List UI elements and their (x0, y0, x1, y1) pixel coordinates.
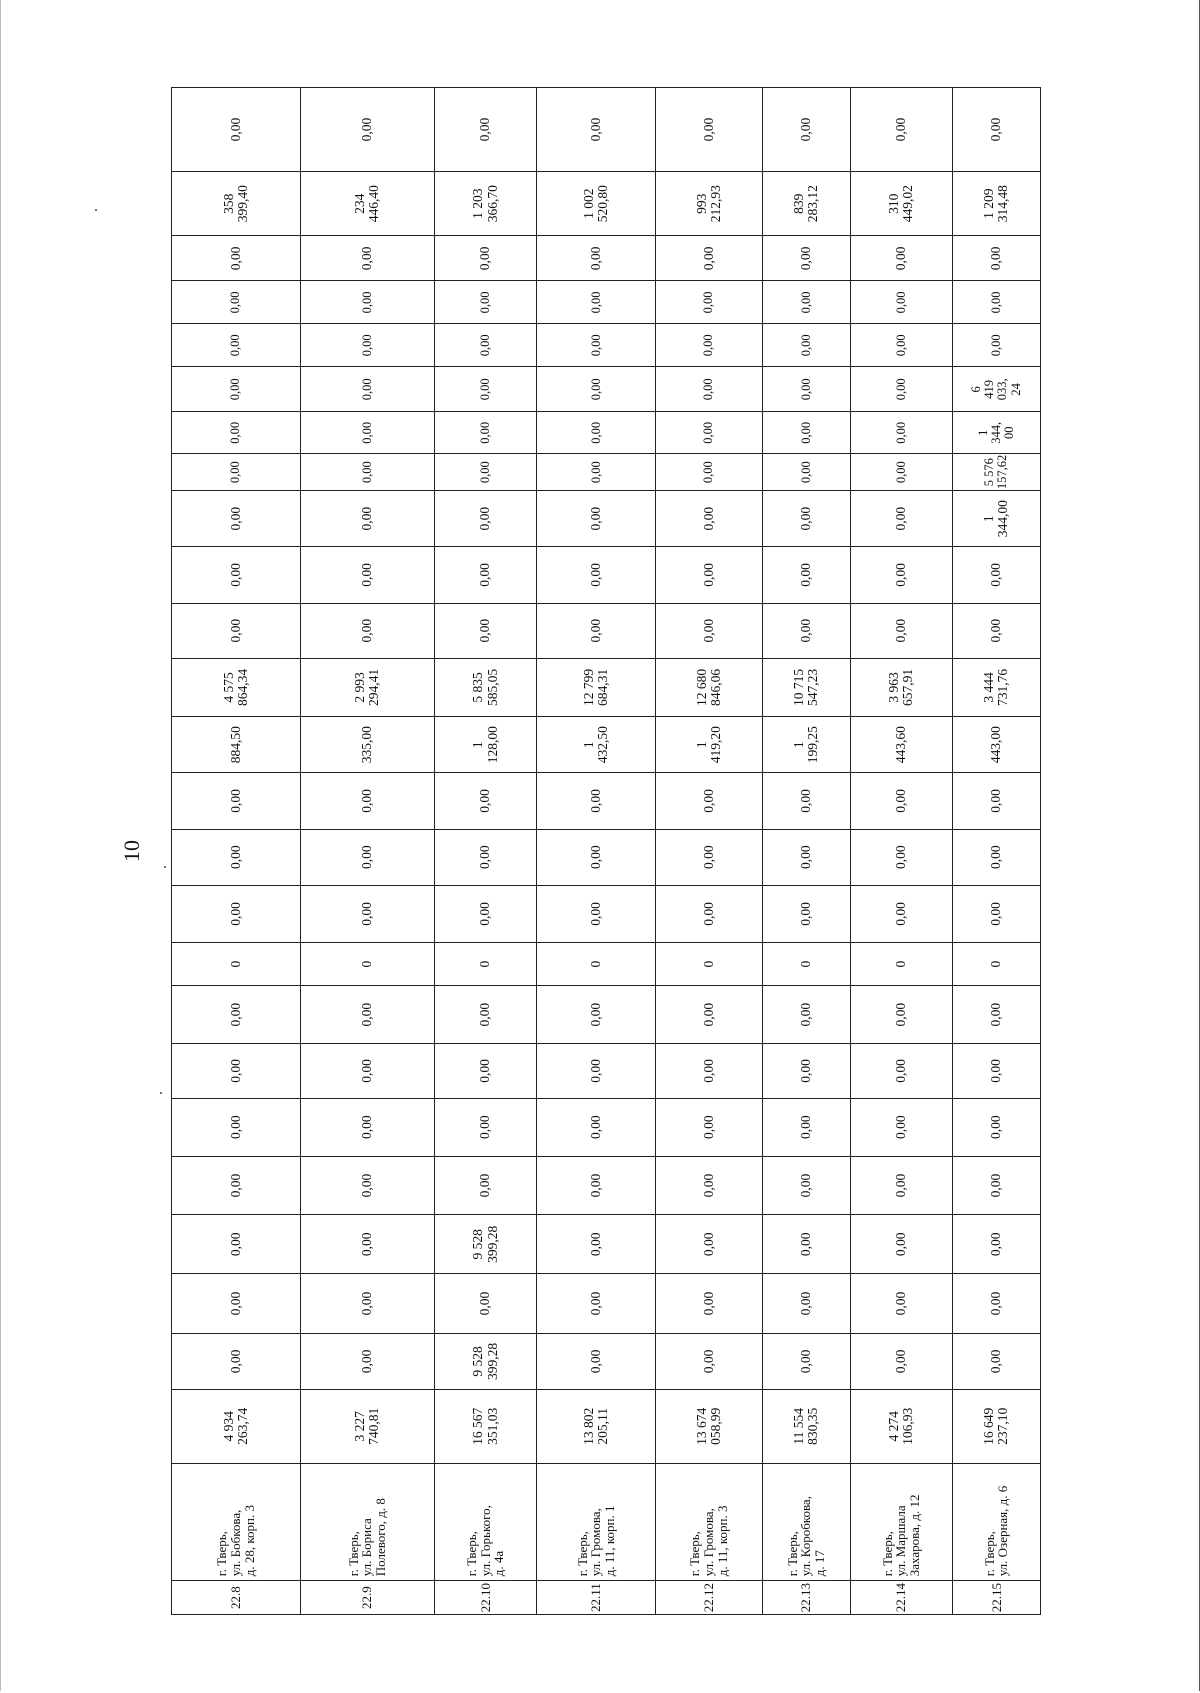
value-cell: 1 199,25 (762, 717, 850, 773)
value-cell: 0,00 (300, 603, 434, 658)
value-cell: 13 802 205,11 (537, 1390, 656, 1464)
value-cell: 0,00 (434, 281, 536, 324)
rotated-table-wrapper (171, 87, 1041, 1615)
value-cell: 0,00 (172, 773, 301, 829)
value-cell: 0,00 (300, 491, 434, 547)
table-row (172, 88, 301, 1615)
value-cell: 0,00 (172, 885, 301, 942)
value-cell: 0,00 (434, 547, 536, 603)
row-number: 22.9 (300, 1581, 434, 1615)
value-cell: 0,00 (952, 1098, 1040, 1156)
value-cell: 0,00 (434, 88, 536, 172)
value-cell: 0 (172, 943, 301, 986)
value-cell: 0,00 (537, 1274, 656, 1333)
value-cell: 0,00 (172, 1044, 301, 1098)
value-cell: 6 419 033, 24 (952, 367, 1040, 412)
value-cell: 0,00 (434, 603, 536, 658)
report-table-frame (171, 87, 1041, 1615)
value-cell: 0,00 (952, 773, 1040, 829)
value-cell: 0,00 (537, 1098, 656, 1156)
value-cell: 0,00 (762, 986, 850, 1044)
value-cell: 0,00 (850, 829, 952, 885)
value-cell: 0,00 (172, 412, 301, 454)
value-cell: 0,00 (434, 324, 536, 367)
value-cell: 0,00 (762, 324, 850, 367)
value-cell: 3 963 657,91 (850, 658, 952, 716)
value-cell: 0,00 (762, 367, 850, 412)
row-number: 22.14 (850, 1581, 952, 1615)
value-cell: 0,00 (952, 88, 1040, 172)
value-cell: 0,00 (762, 547, 850, 603)
value-cell: 0,00 (434, 1274, 536, 1333)
value-cell: 0,00 (655, 829, 762, 885)
value-cell: 0 (850, 943, 952, 986)
value-cell: 1 344, 00 (952, 412, 1040, 454)
value-cell: 0,00 (655, 281, 762, 324)
value-cell: 0,00 (762, 281, 850, 324)
value-cell: 0,00 (850, 454, 952, 491)
value-cell: 0,00 (434, 491, 536, 547)
value-cell: 0,00 (850, 324, 952, 367)
value-cell: 0,00 (537, 88, 656, 172)
value-cell: 0,00 (300, 829, 434, 885)
value-cell: 0,00 (172, 1333, 301, 1389)
table-row (537, 88, 656, 1615)
value-cell: 4 934 263,74 (172, 1390, 301, 1464)
value-cell: 0,00 (300, 1274, 434, 1333)
value-cell: 0,00 (655, 1044, 762, 1098)
value-cell: 0,00 (655, 324, 762, 367)
row-number: 22.10 (434, 1581, 536, 1615)
value-cell: 0,00 (434, 367, 536, 412)
row-number: 22.8 (172, 1581, 301, 1615)
row-number: 22.13 (762, 1581, 850, 1615)
table-row (762, 88, 850, 1615)
value-cell: 0,00 (537, 986, 656, 1044)
value-cell: 1 432,50 (537, 717, 656, 773)
value-cell: 0,00 (172, 603, 301, 658)
page-number: 10 (119, 840, 144, 862)
value-cell: 9 528 399,28 (434, 1333, 536, 1389)
table-row (952, 88, 1040, 1615)
value-cell: 0,00 (537, 1044, 656, 1098)
value-cell: 0,00 (537, 773, 656, 829)
value-cell: 5 835 585,05 (434, 658, 536, 716)
value-cell: 0,00 (434, 885, 536, 942)
report-table (171, 87, 1041, 1615)
value-cell: 0,00 (300, 236, 434, 281)
value-cell: 443,60 (850, 717, 952, 773)
value-cell: 0,00 (655, 547, 762, 603)
value-cell: 0,00 (655, 412, 762, 454)
value-cell: 0 (434, 943, 536, 986)
value-cell: 0 (300, 943, 434, 986)
value-cell: 0,00 (300, 885, 434, 942)
value-cell: 0,00 (952, 603, 1040, 658)
value-cell: 0,00 (300, 1044, 434, 1098)
address-cell: г. Тверь, ул. Громова, д. 11, корп. 3 (655, 1463, 762, 1581)
value-cell: 0,00 (952, 1274, 1040, 1333)
value-cell: 16 567 351,03 (434, 1390, 536, 1464)
value-cell: 0,00 (762, 603, 850, 658)
value-cell: 0,00 (655, 603, 762, 658)
value-cell: 1 203 366,70 (434, 172, 536, 236)
value-cell: 0,00 (762, 236, 850, 281)
value-cell: 0,00 (655, 1215, 762, 1274)
value-cell: 0,00 (537, 491, 656, 547)
table-row (655, 88, 762, 1615)
value-cell: 839 283,12 (762, 172, 850, 236)
value-cell: 3 444 731,76 (952, 658, 1040, 716)
value-cell: 0,00 (300, 547, 434, 603)
value-cell: 0,00 (172, 367, 301, 412)
value-cell: 0,00 (537, 412, 656, 454)
value-cell: 0,00 (537, 1215, 656, 1274)
value-cell: 0,00 (300, 773, 434, 829)
value-cell: 3 227 740,81 (300, 1390, 434, 1464)
value-cell: 0,00 (434, 986, 536, 1044)
value-cell: 0,00 (537, 547, 656, 603)
value-cell: 0,00 (172, 1098, 301, 1156)
address-cell: г. Тверь, ул. Горького, д. 4а (434, 1463, 536, 1581)
value-cell: 358 399,40 (172, 172, 301, 236)
value-cell: 1 419,20 (655, 717, 762, 773)
value-cell: 0,00 (762, 1333, 850, 1389)
value-cell: 13 674 058,99 (655, 1390, 762, 1464)
value-cell: 0,00 (537, 603, 656, 658)
value-cell: 1 209 314,48 (952, 172, 1040, 236)
value-cell: 0,00 (655, 1274, 762, 1333)
value-cell: 1 344,00 (952, 491, 1040, 547)
value-cell: 0,00 (850, 603, 952, 658)
address-cell: г. Тверь, ул. Озерная, д. 6 (952, 1463, 1040, 1581)
value-cell: 0,00 (762, 773, 850, 829)
value-cell: 0,00 (300, 1156, 434, 1214)
value-cell: 0,00 (952, 236, 1040, 281)
value-cell: 0,00 (655, 885, 762, 942)
value-cell: 1 128,00 (434, 717, 536, 773)
value-cell: 0,00 (850, 1156, 952, 1214)
value-cell: 0,00 (952, 829, 1040, 885)
value-cell: 2 993 294,41 (300, 658, 434, 716)
value-cell: 1 002 520,80 (537, 172, 656, 236)
value-cell: 0,00 (762, 1098, 850, 1156)
value-cell: 0,00 (434, 829, 536, 885)
value-cell: 0,00 (537, 885, 656, 942)
value-cell: 0,00 (952, 1215, 1040, 1274)
value-cell: 0,00 (172, 454, 301, 491)
address-cell: г. Тверь, ул. Маршала Захарова, д. 12 (850, 1463, 952, 1581)
value-cell: 234 446,40 (300, 172, 434, 236)
value-cell: 0,00 (172, 88, 301, 172)
value-cell: 0,00 (537, 829, 656, 885)
value-cell: 0,00 (434, 1044, 536, 1098)
value-cell: 0,00 (762, 454, 850, 491)
value-cell: 0,00 (172, 829, 301, 885)
value-cell: 0,00 (300, 324, 434, 367)
value-cell: 0,00 (172, 547, 301, 603)
value-cell: 0,00 (537, 236, 656, 281)
value-cell: 0 (762, 943, 850, 986)
address-cell: г. Тверь, ул. Бориса Полевого, д. 8 (300, 1463, 434, 1581)
value-cell: 0,00 (434, 412, 536, 454)
value-cell: 0,00 (434, 236, 536, 281)
value-cell: 0,00 (850, 1333, 952, 1389)
value-cell: 4 575 864,34 (172, 658, 301, 716)
value-cell: 0,00 (762, 412, 850, 454)
value-cell: 0,00 (300, 281, 434, 324)
address-cell: г. Тверь, ул. Коробкова, д. 17 (762, 1463, 850, 1581)
value-cell: 0,00 (850, 236, 952, 281)
value-cell: 12 680 846,06 (655, 658, 762, 716)
value-cell: 0,00 (172, 986, 301, 1044)
value-cell: 0,00 (655, 367, 762, 412)
value-cell: 0,00 (172, 1156, 301, 1214)
value-cell: 0,00 (537, 454, 656, 491)
value-cell: 11 554 830,35 (762, 1390, 850, 1464)
value-cell: 0,00 (762, 1156, 850, 1214)
value-cell: 0,00 (952, 281, 1040, 324)
value-cell: 0,00 (655, 88, 762, 172)
value-cell: 0 (655, 943, 762, 986)
value-cell: 0,00 (172, 1215, 301, 1274)
value-cell: 0,00 (762, 491, 850, 547)
value-cell: 0,00 (300, 454, 434, 491)
value-cell: 0,00 (762, 829, 850, 885)
value-cell: 0,00 (172, 1274, 301, 1333)
value-cell: 0,00 (172, 324, 301, 367)
value-cell: 0,00 (762, 1215, 850, 1274)
value-cell: 16 649 237,10 (952, 1390, 1040, 1464)
value-cell: 0,00 (850, 547, 952, 603)
value-cell: 0,00 (850, 412, 952, 454)
value-cell: 0,00 (762, 1274, 850, 1333)
value-cell: 4 274 106,93 (850, 1390, 952, 1464)
value-cell: 0,00 (537, 367, 656, 412)
value-cell: 0,00 (952, 324, 1040, 367)
value-cell: 0,00 (952, 986, 1040, 1044)
value-cell: 310 449,02 (850, 172, 952, 236)
value-cell: 0,00 (850, 1098, 952, 1156)
value-cell: 993 212,93 (655, 172, 762, 236)
value-cell: 0,00 (434, 1156, 536, 1214)
value-cell: 0,00 (952, 885, 1040, 942)
value-cell: 12 799 684,31 (537, 658, 656, 716)
value-cell: 0,00 (952, 1333, 1040, 1389)
value-cell: 0 (537, 943, 656, 986)
value-cell: 0,00 (434, 454, 536, 491)
value-cell: 443,00 (952, 717, 1040, 773)
value-cell: 0,00 (300, 1333, 434, 1389)
value-cell: 0,00 (850, 885, 952, 942)
value-cell: 0,00 (850, 367, 952, 412)
value-cell: 0,00 (537, 281, 656, 324)
value-cell: 0,00 (655, 1156, 762, 1214)
value-cell: 0,00 (762, 885, 850, 942)
value-cell: 335,00 (300, 717, 434, 773)
value-cell: 0,00 (952, 1156, 1040, 1214)
value-cell: 0,00 (655, 1098, 762, 1156)
value-cell: 0,00 (300, 1215, 434, 1274)
address-cell: г. Тверь, ул. Бобкова, д. 28, корп. 3 (172, 1463, 301, 1581)
value-cell: 0,00 (850, 88, 952, 172)
value-cell: 0,00 (172, 236, 301, 281)
value-cell: 0,00 (537, 324, 656, 367)
row-number: 22.12 (655, 1581, 762, 1615)
value-cell: 0,00 (850, 1274, 952, 1333)
value-cell: 0,00 (762, 88, 850, 172)
value-cell: 0,00 (537, 1156, 656, 1214)
value-cell: 10 715 547,23 (762, 658, 850, 716)
value-cell: 0,00 (172, 281, 301, 324)
value-cell: 0,00 (655, 773, 762, 829)
value-cell: 9 528 399,28 (434, 1215, 536, 1274)
value-cell: 0,00 (300, 986, 434, 1044)
value-cell: 0,00 (850, 773, 952, 829)
value-cell: 0,00 (300, 367, 434, 412)
value-cell: 0,00 (655, 454, 762, 491)
value-cell: 0,00 (850, 1044, 952, 1098)
value-cell: 0,00 (537, 1333, 656, 1389)
value-cell: 0,00 (850, 491, 952, 547)
value-cell: 0,00 (655, 491, 762, 547)
value-cell: 0,00 (952, 547, 1040, 603)
value-cell: 0,00 (300, 88, 434, 172)
value-cell: 0,00 (172, 491, 301, 547)
address-cell: г. Тверь, ул. Громова, д. 11, корп. 1 (537, 1463, 656, 1581)
value-cell: 0,00 (300, 412, 434, 454)
table-row (434, 88, 536, 1615)
value-cell: 0,00 (850, 986, 952, 1044)
value-cell: 0 (952, 943, 1040, 986)
value-cell: 0,00 (850, 1215, 952, 1274)
value-cell: 0,00 (300, 1098, 434, 1156)
value-cell: 0,00 (434, 773, 536, 829)
value-cell: 0,00 (655, 236, 762, 281)
row-number: 22.11 (537, 1581, 656, 1615)
value-cell: 0,00 (762, 1044, 850, 1098)
value-cell: 0,00 (655, 986, 762, 1044)
scan-speck (95, 209, 97, 211)
value-cell: 0,00 (655, 1333, 762, 1389)
value-cell: 0,00 (850, 281, 952, 324)
value-cell: 0,00 (952, 1044, 1040, 1098)
table-row (300, 88, 434, 1615)
value-cell: 5 576 157,62 (952, 454, 1040, 491)
value-cell: 884,50 (172, 717, 301, 773)
table-row (850, 88, 952, 1615)
scan-speck (160, 1092, 162, 1094)
row-number: 22.15 (952, 1581, 1040, 1615)
value-cell: 0,00 (434, 1098, 536, 1156)
scan-speck (164, 866, 166, 868)
